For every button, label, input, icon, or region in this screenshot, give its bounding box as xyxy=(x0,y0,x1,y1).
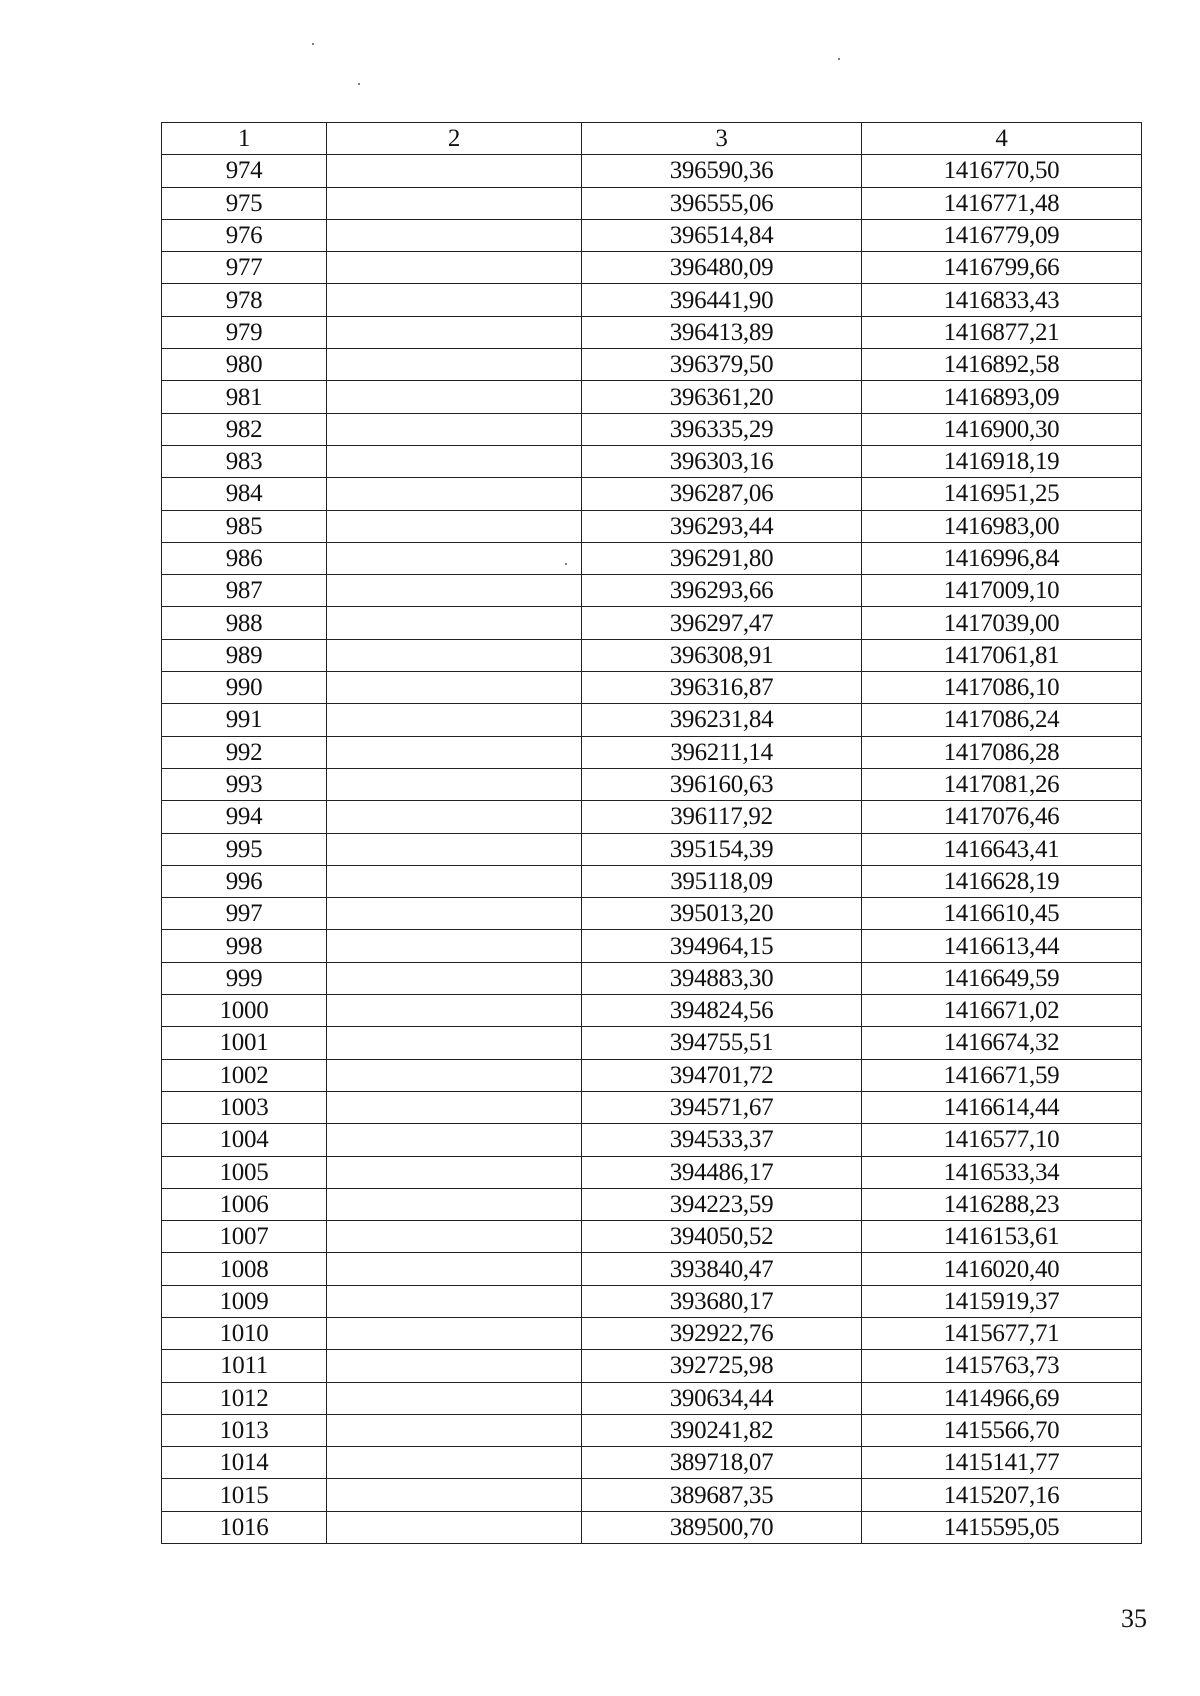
y-coordinate-cell: 1415763,73 xyxy=(862,1350,1142,1382)
empty-cell xyxy=(327,1479,582,1511)
empty-cell xyxy=(327,1059,582,1091)
y-coordinate-cell: 1416833,43 xyxy=(862,284,1142,316)
table-row xyxy=(162,1447,1142,1479)
x-coordinate-cell: 396231,84 xyxy=(582,704,862,736)
point-number-cell: 977 xyxy=(162,252,327,284)
column-header-4: 4 xyxy=(862,123,1142,155)
table-row xyxy=(162,801,1142,833)
scan-speck xyxy=(838,58,840,60)
y-coordinate-cell: 1416892,58 xyxy=(862,349,1142,381)
y-coordinate-cell: 1416771,48 xyxy=(862,187,1142,219)
empty-cell xyxy=(327,284,582,316)
point-number-cell: 987 xyxy=(162,575,327,607)
empty-cell xyxy=(327,155,582,187)
empty-cell xyxy=(327,1156,582,1188)
table-row xyxy=(162,1221,1142,1253)
coordinates-table xyxy=(161,122,1142,1544)
point-number-cell: 983 xyxy=(162,445,327,477)
table-row xyxy=(162,219,1142,251)
table-header-row xyxy=(162,123,1142,155)
empty-cell xyxy=(327,1253,582,1285)
y-coordinate-cell: 1415207,16 xyxy=(862,1479,1142,1511)
empty-cell xyxy=(327,478,582,510)
empty-cell xyxy=(327,1414,582,1446)
empty-cell xyxy=(327,639,582,671)
point-number-cell: 1008 xyxy=(162,1253,327,1285)
x-coordinate-cell: 396590,36 xyxy=(582,155,862,187)
table-row xyxy=(162,833,1142,865)
point-number-cell: 1004 xyxy=(162,1124,327,1156)
point-number-cell: 1015 xyxy=(162,1479,327,1511)
point-number-cell: 974 xyxy=(162,155,327,187)
y-coordinate-cell: 1416893,09 xyxy=(862,381,1142,413)
table-row xyxy=(162,381,1142,413)
point-number-cell: 978 xyxy=(162,284,327,316)
table-row xyxy=(162,1285,1142,1317)
empty-cell xyxy=(327,768,582,800)
point-number-cell: 991 xyxy=(162,704,327,736)
x-coordinate-cell: 389687,35 xyxy=(582,1479,862,1511)
empty-cell xyxy=(327,575,582,607)
x-coordinate-cell: 390241,82 xyxy=(582,1414,862,1446)
table-row xyxy=(162,1479,1142,1511)
x-coordinate-cell: 396361,20 xyxy=(582,381,862,413)
y-coordinate-cell: 1416671,02 xyxy=(862,995,1142,1027)
y-coordinate-cell: 1416799,66 xyxy=(862,252,1142,284)
point-number-cell: 999 xyxy=(162,962,327,994)
point-number-cell: 1012 xyxy=(162,1382,327,1414)
x-coordinate-cell: 395154,39 xyxy=(582,833,862,865)
y-coordinate-cell: 1416649,59 xyxy=(862,962,1142,994)
table-row xyxy=(162,349,1142,381)
x-coordinate-cell: 393680,17 xyxy=(582,1285,862,1317)
table-row xyxy=(162,607,1142,639)
x-coordinate-cell: 396291,80 xyxy=(582,542,862,574)
point-number-cell: 1001 xyxy=(162,1027,327,1059)
x-coordinate-cell: 396303,16 xyxy=(582,445,862,477)
table-row xyxy=(162,672,1142,704)
x-coordinate-cell: 392922,76 xyxy=(582,1317,862,1349)
empty-cell xyxy=(327,1447,582,1479)
table-row xyxy=(162,1382,1142,1414)
x-coordinate-cell: 394883,30 xyxy=(582,962,862,994)
empty-cell xyxy=(327,801,582,833)
y-coordinate-cell: 1415677,71 xyxy=(862,1317,1142,1349)
empty-cell xyxy=(327,736,582,768)
y-coordinate-cell: 1416614,44 xyxy=(862,1091,1142,1123)
y-coordinate-cell: 1417086,28 xyxy=(862,736,1142,768)
y-coordinate-cell: 1416996,84 xyxy=(862,542,1142,574)
table-row xyxy=(162,768,1142,800)
table-row xyxy=(162,930,1142,962)
empty-cell xyxy=(327,381,582,413)
y-coordinate-cell: 1416153,61 xyxy=(862,1221,1142,1253)
point-number-cell: 986 xyxy=(162,542,327,574)
point-number-cell: 980 xyxy=(162,349,327,381)
x-coordinate-cell: 394533,37 xyxy=(582,1124,862,1156)
empty-cell xyxy=(327,1221,582,1253)
table-row xyxy=(162,1188,1142,1220)
empty-cell xyxy=(327,445,582,477)
point-number-cell: 982 xyxy=(162,413,327,445)
table-row xyxy=(162,1156,1142,1188)
table-row xyxy=(162,736,1142,768)
y-coordinate-cell: 1417061,81 xyxy=(862,639,1142,671)
table-row xyxy=(162,1414,1142,1446)
point-number-cell: 990 xyxy=(162,672,327,704)
table-row xyxy=(162,639,1142,671)
y-coordinate-cell: 1416918,19 xyxy=(862,445,1142,477)
empty-cell xyxy=(327,672,582,704)
empty-cell xyxy=(327,349,582,381)
x-coordinate-cell: 389718,07 xyxy=(582,1447,862,1479)
point-number-cell: 1009 xyxy=(162,1285,327,1317)
x-coordinate-cell: 396160,63 xyxy=(582,768,862,800)
table-row xyxy=(162,155,1142,187)
empty-cell xyxy=(327,1350,582,1382)
table-row xyxy=(162,865,1142,897)
x-coordinate-cell: 394486,17 xyxy=(582,1156,862,1188)
table-body xyxy=(162,155,1142,1544)
empty-cell xyxy=(327,930,582,962)
column-header-1: 1 xyxy=(162,123,327,155)
table-row xyxy=(162,898,1142,930)
x-coordinate-cell: 396297,47 xyxy=(582,607,862,639)
y-coordinate-cell: 1415141,77 xyxy=(862,1447,1142,1479)
point-number-cell: 1010 xyxy=(162,1317,327,1349)
y-coordinate-cell: 1417086,10 xyxy=(862,672,1142,704)
x-coordinate-cell: 396117,92 xyxy=(582,801,862,833)
point-number-cell: 997 xyxy=(162,898,327,930)
y-coordinate-cell: 1416877,21 xyxy=(862,316,1142,348)
table-row xyxy=(162,995,1142,1027)
table-row xyxy=(162,1350,1142,1382)
x-coordinate-cell: 394755,51 xyxy=(582,1027,862,1059)
y-coordinate-cell: 1416951,25 xyxy=(862,478,1142,510)
empty-cell xyxy=(327,1382,582,1414)
point-number-cell: 998 xyxy=(162,930,327,962)
x-coordinate-cell: 390634,44 xyxy=(582,1382,862,1414)
point-number-cell: 1005 xyxy=(162,1156,327,1188)
table-row xyxy=(162,1091,1142,1123)
x-coordinate-cell: 396308,91 xyxy=(582,639,862,671)
x-coordinate-cell: 394223,59 xyxy=(582,1188,862,1220)
table-row xyxy=(162,1511,1142,1543)
empty-cell xyxy=(327,1188,582,1220)
table-row xyxy=(162,1317,1142,1349)
y-coordinate-cell: 1415919,37 xyxy=(862,1285,1142,1317)
y-coordinate-cell: 1415595,05 xyxy=(862,1511,1142,1543)
column-header-2: 2 xyxy=(327,123,582,155)
point-number-cell: 984 xyxy=(162,478,327,510)
table-row xyxy=(162,704,1142,736)
table-row xyxy=(162,187,1142,219)
y-coordinate-cell: 1416770,50 xyxy=(862,155,1142,187)
point-number-cell: 994 xyxy=(162,801,327,833)
x-coordinate-cell: 389500,70 xyxy=(582,1511,862,1543)
empty-cell xyxy=(327,1285,582,1317)
table-row xyxy=(162,284,1142,316)
point-number-cell: 1013 xyxy=(162,1414,327,1446)
x-coordinate-cell: 396514,84 xyxy=(582,219,862,251)
point-number-cell: 989 xyxy=(162,639,327,671)
y-coordinate-cell: 1416577,10 xyxy=(862,1124,1142,1156)
empty-cell xyxy=(327,607,582,639)
table-row xyxy=(162,252,1142,284)
x-coordinate-cell: 396480,09 xyxy=(582,252,862,284)
x-coordinate-cell: 396293,66 xyxy=(582,575,862,607)
x-coordinate-cell: 393840,47 xyxy=(582,1253,862,1285)
x-coordinate-cell: 396316,87 xyxy=(582,672,862,704)
x-coordinate-cell: 396379,50 xyxy=(582,349,862,381)
point-number-cell: 979 xyxy=(162,316,327,348)
table-row xyxy=(162,962,1142,994)
y-coordinate-cell: 1417081,26 xyxy=(862,768,1142,800)
empty-cell xyxy=(327,833,582,865)
point-number-cell: 1002 xyxy=(162,1059,327,1091)
empty-cell xyxy=(327,187,582,219)
x-coordinate-cell: 394050,52 xyxy=(582,1221,862,1253)
column-header-3: 3 xyxy=(582,123,862,155)
table-row xyxy=(162,1124,1142,1156)
y-coordinate-cell: 1416020,40 xyxy=(862,1253,1142,1285)
point-number-cell: 1000 xyxy=(162,995,327,1027)
empty-cell xyxy=(327,1317,582,1349)
x-coordinate-cell: 394571,67 xyxy=(582,1091,862,1123)
x-coordinate-cell: 396555,06 xyxy=(582,187,862,219)
x-coordinate-cell: 396441,90 xyxy=(582,284,862,316)
empty-cell xyxy=(327,995,582,1027)
y-coordinate-cell: 1416983,00 xyxy=(862,510,1142,542)
point-number-cell: 981 xyxy=(162,381,327,413)
table-row xyxy=(162,413,1142,445)
y-coordinate-cell: 1415566,70 xyxy=(862,1414,1142,1446)
point-number-cell: 1006 xyxy=(162,1188,327,1220)
point-number-cell: 1014 xyxy=(162,1447,327,1479)
scan-speck xyxy=(312,43,314,45)
table-row xyxy=(162,445,1142,477)
point-number-cell: 993 xyxy=(162,768,327,800)
point-number-cell: 975 xyxy=(162,187,327,219)
empty-cell xyxy=(327,252,582,284)
x-coordinate-cell: 396287,06 xyxy=(582,478,862,510)
table-row xyxy=(162,1059,1142,1091)
empty-cell xyxy=(327,316,582,348)
y-coordinate-cell: 1416674,32 xyxy=(862,1027,1142,1059)
empty-cell xyxy=(327,865,582,897)
empty-cell xyxy=(327,219,582,251)
y-coordinate-cell: 1416900,30 xyxy=(862,413,1142,445)
point-number-cell: 996 xyxy=(162,865,327,897)
y-coordinate-cell: 1414966,69 xyxy=(862,1382,1142,1414)
x-coordinate-cell: 394701,72 xyxy=(582,1059,862,1091)
table-row xyxy=(162,478,1142,510)
x-coordinate-cell: 396413,89 xyxy=(582,316,862,348)
y-coordinate-cell: 1416288,23 xyxy=(862,1188,1142,1220)
x-coordinate-cell: 394824,56 xyxy=(582,995,862,1027)
table-row xyxy=(162,510,1142,542)
empty-cell xyxy=(327,704,582,736)
x-coordinate-cell: 395013,20 xyxy=(582,898,862,930)
empty-cell xyxy=(327,1124,582,1156)
point-number-cell: 976 xyxy=(162,219,327,251)
x-coordinate-cell: 394964,15 xyxy=(582,930,862,962)
y-coordinate-cell: 1416628,19 xyxy=(862,865,1142,897)
scan-speck xyxy=(358,83,360,85)
point-number-cell: 1011 xyxy=(162,1350,327,1382)
point-number-cell: 988 xyxy=(162,607,327,639)
empty-cell xyxy=(327,1027,582,1059)
empty-cell xyxy=(327,898,582,930)
point-number-cell: 985 xyxy=(162,510,327,542)
y-coordinate-cell: 1417086,24 xyxy=(862,704,1142,736)
y-coordinate-cell: 1417009,10 xyxy=(862,575,1142,607)
table-row xyxy=(162,1027,1142,1059)
table-row xyxy=(162,575,1142,607)
table-row xyxy=(162,542,1142,574)
empty-cell xyxy=(327,542,582,574)
point-number-cell: 992 xyxy=(162,736,327,768)
point-number-cell: 995 xyxy=(162,833,327,865)
empty-cell xyxy=(327,962,582,994)
page-number: 35 xyxy=(1121,1604,1147,1633)
y-coordinate-cell: 1417039,00 xyxy=(862,607,1142,639)
empty-cell xyxy=(327,1091,582,1123)
x-coordinate-cell: 396293,44 xyxy=(582,510,862,542)
y-coordinate-cell: 1416671,59 xyxy=(862,1059,1142,1091)
point-number-cell: 1003 xyxy=(162,1091,327,1123)
empty-cell xyxy=(327,510,582,542)
y-coordinate-cell: 1417076,46 xyxy=(862,801,1142,833)
x-coordinate-cell: 396211,14 xyxy=(582,736,862,768)
point-number-cell: 1016 xyxy=(162,1511,327,1543)
x-coordinate-cell: 396335,29 xyxy=(582,413,862,445)
table-row xyxy=(162,1253,1142,1285)
table-row xyxy=(162,316,1142,348)
x-coordinate-cell: 392725,98 xyxy=(582,1350,862,1382)
point-number-cell: 1007 xyxy=(162,1221,327,1253)
y-coordinate-cell: 1416779,09 xyxy=(862,219,1142,251)
y-coordinate-cell: 1416613,44 xyxy=(862,930,1142,962)
empty-cell xyxy=(327,413,582,445)
y-coordinate-cell: 1416533,34 xyxy=(862,1156,1142,1188)
empty-cell xyxy=(327,1511,582,1543)
x-coordinate-cell: 395118,09 xyxy=(582,865,862,897)
y-coordinate-cell: 1416610,45 xyxy=(862,898,1142,930)
y-coordinate-cell: 1416643,41 xyxy=(862,833,1142,865)
